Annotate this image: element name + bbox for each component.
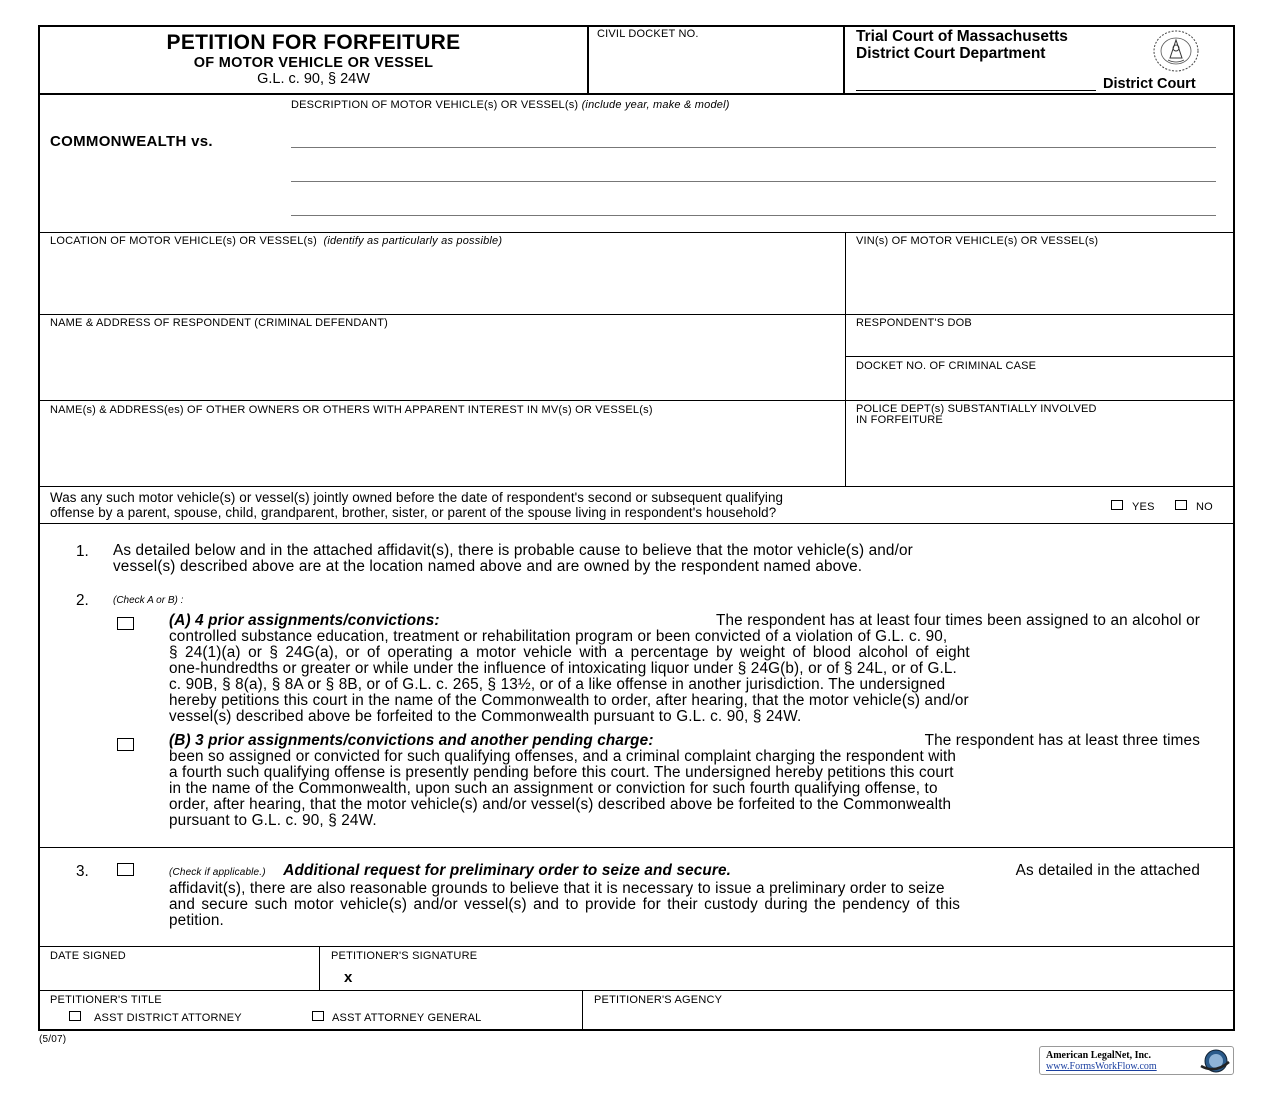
rule-after-location [38, 314, 1235, 315]
option-a-checkbox[interactable] [117, 617, 134, 630]
description-line-3[interactable] [291, 215, 1216, 216]
preliminary-order-checkbox[interactable] [117, 863, 134, 876]
criminal-docket-field[interactable] [850, 376, 1230, 396]
joint-yes-checkbox[interactable] [1111, 500, 1123, 510]
ada-label: ASST DISTRICT ATTORNEY [94, 1012, 242, 1024]
item-3-line-2: affidavit(s), there are also reasonable grounds to believe that it is necessary to issue a preliminary order to seize [169, 880, 945, 897]
publisher-url[interactable]: www.FormsWorkFlow.com [1046, 1061, 1157, 1072]
header-divider-2 [843, 25, 845, 94]
item-1-line-2: vessel(s) described above are at the location named above and are owned by the respondent named above. [113, 558, 863, 575]
court-line-1: Trial Court of Massachusetts [856, 28, 1068, 45]
signature-field[interactable] [362, 965, 1230, 987]
item-1-number: 1. [76, 543, 89, 560]
signature-divider [319, 946, 320, 990]
rule-after-item3 [38, 946, 1235, 947]
rule-after-respondent [38, 400, 1235, 401]
option-a-line-3: § 24(1)(a) or § 24G(a), or of operating a motor vehicle with a percentage by weight of blood alcohol of eight [169, 644, 970, 661]
date-signed-field[interactable] [42, 965, 314, 987]
item-3-number: 3. [76, 863, 89, 880]
publisher-badge[interactable] [1039, 1046, 1234, 1075]
option-b-line-1-text: The respondent has at least three times [924, 732, 1200, 749]
owners-label: NAME(s) & ADDRESS(es) OF OTHER OWNERS OR OTHERS WITH APPARENT INTEREST IN MV(s) OR VESSEL(s) [50, 404, 653, 416]
court-line-2: District Court Department [856, 45, 1046, 62]
police-label-line-1: POLICE DEPT(s) SUBSTANTIALLY INVOLVED [856, 403, 1097, 415]
owners-field[interactable] [42, 420, 840, 482]
option-b-line-1 [169, 733, 1200, 749]
item-3-line-4: petition. [169, 912, 224, 929]
revision-date: (5/07) [39, 1034, 67, 1045]
item-1-line-1: As detailed below and in the attached affidavit(s), there is probable cause to believe that the motor vehicle(s) and/or [113, 542, 913, 559]
rule-after-description [38, 232, 1235, 233]
rule-after-dob [845, 356, 1235, 357]
civil-docket-label: CIVIL DOCKET NO. [597, 28, 699, 40]
item-3-line-3: and secure such motor vehicle(s) and/or vessel(s) and to provide for their custody during the pendency of this [169, 896, 961, 913]
description-line-1[interactable] [291, 147, 1216, 148]
joint-yes-label: YES [1132, 501, 1155, 513]
option-b-text [169, 733, 1200, 829]
form-title-block [40, 31, 587, 88]
petitioner-title-label: PETITIONER'S TITLE [50, 994, 162, 1006]
form-subtitle: OF MOTOR VEHICLE OR VESSEL [193, 55, 434, 71]
header-divider-1 [587, 25, 589, 94]
form-title: PETITION FOR FORFEITURE [166, 31, 461, 54]
police-label [856, 404, 1097, 426]
location-field[interactable] [42, 252, 840, 310]
item-3-text [169, 863, 1200, 929]
option-b-line-5: order, after hearing, that the motor vehicle(s) and/or vessel(s) described above be forfeited to the Commonwealth [169, 796, 952, 813]
description-label [291, 99, 730, 111]
police-field[interactable] [850, 430, 1230, 482]
option-b-line-4: in the name of the Commonwealth, upon such an assignment or conviction for such fourth qualifying offense, to [169, 780, 938, 797]
publisher-name: American LegalNet, Inc. [1046, 1050, 1151, 1061]
respondent-label: NAME & ADDRESS OF RESPONDENT (CRIMINAL DEFENDANT) [50, 317, 389, 329]
joint-question-line-1: Was any such motor vehicle(s) or vessel(s) jointly owned before the date of respondent's second or subsequent qualifying [50, 490, 784, 505]
rule-after-signature [38, 990, 1235, 991]
check-a-or-b-note: (Check A or B) : [113, 595, 184, 606]
vin-field[interactable] [850, 252, 1230, 310]
item-1-text [113, 543, 1199, 575]
massachusetts-seal-icon [1150, 28, 1202, 74]
option-b-line-6: pursuant to G.L. c. 90, § 24W. [169, 812, 377, 829]
aag-label: ASST ATTORNEY GENERAL [332, 1012, 482, 1024]
district-court-label: District Court [1103, 76, 1196, 92]
dob-label: RESPONDENT'S DOB [856, 317, 972, 329]
header-bottom-rule [38, 93, 1235, 95]
agency-field[interactable] [588, 1008, 1230, 1028]
agency-label: PETITIONER'S AGENCY [594, 994, 723, 1006]
option-a-line-5: c. 90B, § 8(a), § 8A or § 8B, or of G.L. c. 265, § 13½, or of a like offense in another jurisdiction. The undersigned [169, 676, 946, 693]
option-b-lead: (B) 3 prior assignments/convictions and another pending charge: [169, 732, 654, 749]
item-3-line-1-text: As detailed in the attached [1015, 862, 1200, 879]
court-name [856, 28, 1068, 62]
description-label-note: (include year, make & model) [581, 99, 730, 111]
option-a-lead: (A) 4 prior assignments/convictions: [169, 612, 440, 629]
right-column-divider [845, 232, 846, 486]
title-divider [582, 990, 583, 1031]
option-a-text [169, 613, 1200, 725]
dob-field[interactable] [850, 332, 1230, 352]
rule-after-item2 [38, 847, 1235, 848]
option-a-line-1-text: The respondent has at least four times been assigned to an alcohol or [715, 612, 1200, 629]
joint-ownership-question [50, 490, 783, 520]
joint-no-checkbox[interactable] [1175, 500, 1187, 510]
rule-after-joint [38, 523, 1235, 524]
civil-docket-field[interactable] [593, 45, 839, 89]
joint-question-line-2: offense by a parent, spouse, child, grandparent, brother, sister, or parent of the spouse living in respondent's household? [50, 505, 777, 520]
description-line-2[interactable] [291, 181, 1216, 182]
vin-label: VIN(s) OF MOTOR VEHICLE(s) OR VESSEL(s) [856, 235, 1099, 247]
signature-x-mark: x [344, 969, 353, 986]
signature-label: PETITIONER'S SIGNATURE [331, 950, 478, 962]
joint-no-label: NO [1196, 501, 1213, 513]
option-a-line-1 [169, 613, 1200, 629]
police-label-line-2: IN FORFEITURE [856, 414, 943, 426]
form-statute: G.L. c. 90, § 24W [257, 71, 370, 87]
item-3-lead: Additional request for preliminary order to seize and secure. [283, 862, 732, 879]
option-a-line-7: vessel(s) described above be forfeited to the Commonwealth pursuant to G.L. c. 90, § 24W. [169, 708, 802, 725]
option-b-line-3: a fourth such qualifying offense is presently pending before this court. The undersigned hereby petitions this court [169, 764, 954, 781]
globe-logo-icon [1197, 1048, 1231, 1074]
location-label-text: LOCATION OF MOTOR VEHICLE(s) OR VESSEL(s) [50, 235, 317, 247]
location-label [50, 235, 502, 247]
option-a-line-2: controlled substance education, treatment or rehabilitation program or been convicted of a violation of G.L. c. 90, [169, 628, 948, 645]
rule-after-owners [38, 486, 1235, 487]
commonwealth-vs: COMMONWEALTH vs. [50, 133, 213, 150]
district-court-name-line[interactable] [856, 90, 1096, 91]
aag-checkbox[interactable] [312, 1011, 324, 1021]
item-3-lead-group [169, 863, 731, 881]
description-label-text: DESCRIPTION OF MOTOR VEHICLE(s) OR VESSEL(s) [291, 99, 579, 111]
option-b-checkbox[interactable] [117, 738, 134, 751]
item-3-line-1 [169, 863, 1200, 881]
item-2-number: 2. [76, 592, 89, 609]
respondent-field[interactable] [42, 334, 840, 396]
option-a-line-4: one-hundredths or greater or while under the influence of intoxicating liquor under § 24G(b), or of § 24L, or of G.L. [169, 660, 957, 677]
option-b-line-2: been so assigned or convicted for such qualifying offenses, and a criminal complaint charging the respondent with [169, 748, 957, 765]
check-if-applicable-note: (Check if applicable.) [169, 867, 266, 878]
date-signed-label: DATE SIGNED [50, 950, 126, 962]
criminal-docket-label: DOCKET NO. OF CRIMINAL CASE [856, 360, 1037, 372]
ada-checkbox[interactable] [69, 1011, 81, 1021]
location-label-note: (identify as particularly as possible) [323, 235, 503, 247]
option-a-line-6: hereby petitions this court in the name of the Commonwealth to order, after hearing, that the motor vehicle(s) and/or [169, 692, 969, 709]
